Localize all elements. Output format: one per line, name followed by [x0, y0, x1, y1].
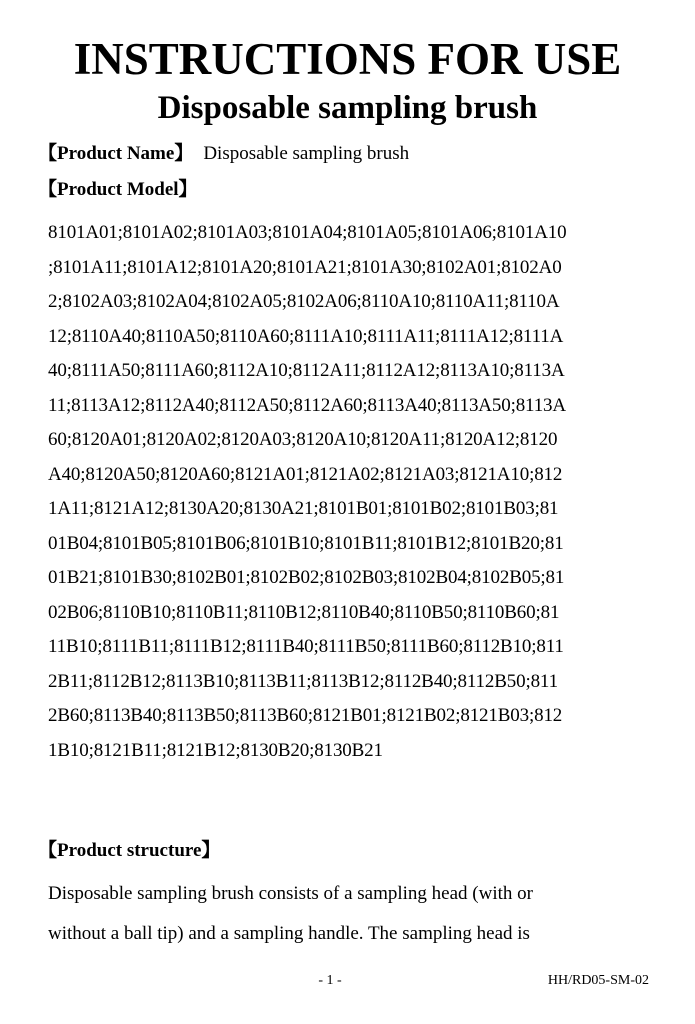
- product-name-section: [38, 141, 409, 167]
- model-line: 2B60;8113B40;8113B50;8113B60;8121B01;8121B02;8121B03;812: [48, 705, 563, 726]
- model-line: 2;8102A03;8102A04;8102A05;8102A06;8110A10;8110A11;8110A: [48, 291, 560, 312]
- product-structure-heading: [38, 838, 220, 864]
- model-line: 40;8111A50;8111A60;8112A10;8112A11;8112A12;8113A10;8113A: [48, 360, 565, 381]
- model-line: 60;8120A01;8120A02;8120A03;8120A10;8120A11;8120A12;8120: [48, 429, 558, 450]
- product-structure-text: [48, 874, 668, 954]
- model-line: 12;8110A40;8110A50;8110A60;8111A10;8111A11;8111A12;8111A: [48, 325, 564, 347]
- document-code: HH/RD05-SM-02: [547, 973, 649, 988]
- product-model-label: 【Product Model】: [38, 179, 198, 200]
- structure-line: without a ball tip) and a sampling handle. The sampling head is: [48, 923, 530, 944]
- product-model-list: [48, 216, 668, 768]
- model-line: 1A11;8121A12;8130A20;8130A21;8101B01;8101B02;8101B03;81: [48, 498, 559, 519]
- model-line: 1B10;8121B11;8121B12;8130B20;8130B21: [48, 739, 383, 761]
- page-number: - 1 -: [318, 973, 342, 988]
- document-title: INSTRUCTIONS FOR USE: [73, 34, 622, 84]
- model-line: 02B06;8110B10;8110B11;8110B12;8110B40;8110B50;8110B60;81: [48, 601, 560, 623]
- product-model-heading: [38, 177, 198, 203]
- model-line: A40;8120A50;8120A60;8121A01;8121A02;8121A03;8121A10;812: [48, 463, 563, 485]
- model-line: 01B21;8101B30;8102B01;8102B02;8102B03;8102B04;8102B05;81: [48, 567, 565, 588]
- product-name-label: 【Product Name】: [38, 143, 194, 164]
- document-subtitle: Disposable sampling brush: [157, 90, 538, 126]
- model-line: 8101A01;8101A02;8101A03;8101A04;8101A05;8101A06;8101A10: [48, 222, 567, 243]
- product-name-value: Disposable sampling brush: [203, 143, 410, 164]
- product-structure-label: 【Product structure】: [38, 840, 221, 861]
- model-line: 11B10;8111B11;8111B12;8111B40;8111B50;8111B60;8112B10;811: [48, 636, 564, 657]
- model-line: 2B11;8112B12;8113B10;8113B11;8113B12;8112B40;8112B50;811: [48, 670, 558, 692]
- model-line: ;8101A11;8101A12;8101A20;8101A21;8101A30;8102A01;8102A0: [48, 256, 562, 278]
- structure-line: Disposable sampling brush consists of a sampling head (with or: [48, 883, 533, 904]
- model-line: 01B04;8101B05;8101B06;8101B10;8101B11;8101B12;8101B20;81: [48, 532, 564, 554]
- model-line: 11;8113A12;8112A40;8112A50;8112A60;8113A40;8113A50;8113A: [48, 394, 566, 416]
